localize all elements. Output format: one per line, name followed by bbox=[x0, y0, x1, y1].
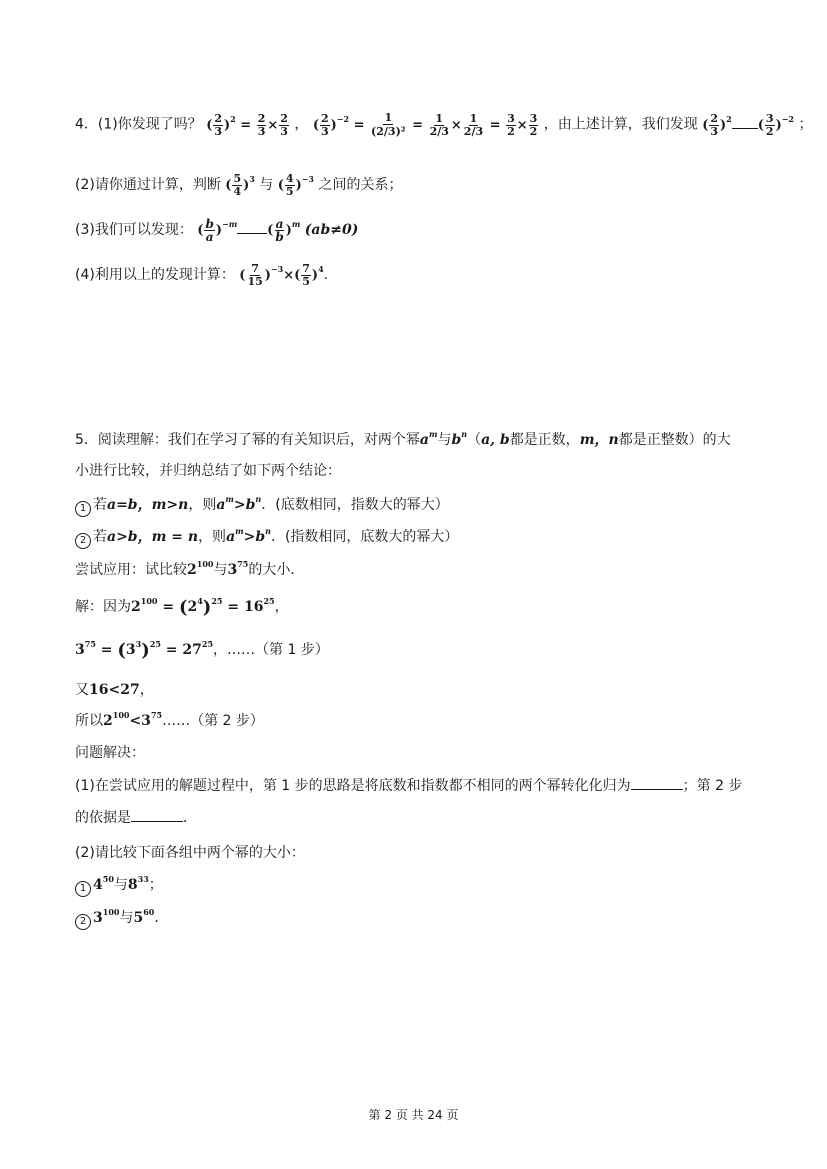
q5-so bbox=[75, 711, 264, 731]
math-expr: ( $\frac{2}{3}$ )$^2$ = $\frac{2}{3}$ × $\frac{2}{3}$ bbox=[206, 111, 288, 138]
math-expr: $3^{75} = (3^3)^{25} = 27^{25}$ bbox=[75, 639, 214, 661]
text: 又 bbox=[75, 682, 89, 698]
math-expr: $a^m$ bbox=[419, 429, 438, 448]
circled-number: 2 bbox=[75, 914, 91, 930]
q5-group-1 bbox=[75, 875, 163, 897]
q5-solution-1 bbox=[75, 597, 289, 618]
q4-sep: ， bbox=[294, 116, 309, 133]
text: 所以 bbox=[75, 713, 103, 729]
math-expr: $2^{100}<3^{75}$ bbox=[103, 710, 163, 729]
q4-line3-prefix: (3)我们可以发现： bbox=[75, 222, 193, 238]
q4-line3-cond: (ab≠0) bbox=[304, 222, 359, 238]
q5-solution-2 bbox=[75, 640, 329, 661]
math-expr: $2^{100}$ bbox=[187, 559, 214, 578]
math-expr: ( $\frac{4}{5}$ )$^{-3}$ bbox=[277, 172, 314, 198]
math-expr: ( $\frac{b}{a}$ )$^{-m}$ bbox=[197, 217, 238, 244]
math-expr: $5^{60}$ bbox=[133, 907, 155, 926]
text: 若 bbox=[93, 529, 107, 545]
q4-line-4 bbox=[75, 263, 328, 288]
text: ， bbox=[274, 599, 289, 615]
math-expr: a=b，m>n bbox=[107, 497, 189, 513]
q5-group-2 bbox=[75, 908, 168, 930]
q4-line-1 bbox=[75, 112, 812, 138]
q5-try bbox=[75, 560, 304, 580]
q5-intro-text: 都是正整数）的大 bbox=[618, 432, 731, 448]
math-expr: $8^{33}$ bbox=[127, 874, 149, 893]
text: ． bbox=[154, 910, 169, 926]
text: 的依据是 bbox=[75, 810, 131, 826]
math-expr: ( $\frac{2}{3}$ )$^{-2}$ = $\frac{1}{\text{(2/3)²}}$ = $\frac{1}{2/3}$ × $\frac{1}{2/3}$ = $\frac{3}{2}$ × $\frac{3}{2}$ bbox=[312, 111, 538, 138]
circled-number: 1 bbox=[75, 881, 91, 897]
math-expr: $a^m>b^n$ bbox=[226, 526, 271, 545]
math-expr: ( $\frac{5}{4}$ )$^3$ bbox=[225, 172, 255, 198]
text: ．(底数相同，指数大的幂大） bbox=[261, 497, 449, 513]
q4-line4-prefix: (4)利用以上的发现计算： bbox=[75, 267, 235, 283]
q5-problem: 问题解决： bbox=[75, 745, 145, 761]
text: 与 bbox=[113, 877, 128, 893]
q5-intro-text: 都是正数， bbox=[509, 432, 580, 448]
q4-line-3 bbox=[75, 218, 358, 243]
q4-line2-a: (2)请你通过计算，判断 bbox=[75, 177, 221, 193]
math-expr: a, b bbox=[481, 432, 510, 448]
text: 与 bbox=[119, 910, 134, 926]
text: ． bbox=[183, 810, 197, 826]
math-expr: $3^{100}$ bbox=[93, 907, 120, 926]
text: ；第 2 步 bbox=[682, 778, 743, 794]
q4-end: ； bbox=[798, 116, 813, 133]
math-expr: $4^{50}$ bbox=[93, 874, 114, 893]
q5-intro-text: 5．阅读理解：我们在学习了幂的有关知识后，对两个幂 bbox=[75, 432, 420, 448]
q4-line4-end: . bbox=[323, 267, 329, 283]
q5-intro-text: （ bbox=[467, 432, 482, 448]
text: 解：因为 bbox=[75, 599, 131, 615]
q5-conclusion-1 bbox=[75, 495, 449, 517]
math-expr: $2^{100} = (2^4)^{25} = 16^{25}$ bbox=[131, 596, 275, 618]
q4-line2-c: 之间的关系； bbox=[318, 177, 403, 193]
text: 与 bbox=[213, 562, 228, 578]
math-expr: ( $\frac{3}{2}$ )$^{-2}$ bbox=[757, 111, 794, 138]
answer-blank[interactable] bbox=[131, 809, 183, 822]
q4-line1-prefix: 4．(1)你发现了吗？ bbox=[75, 116, 202, 133]
math-expr: ( $\frac{a}{b}$ )$^m$ bbox=[267, 217, 301, 244]
answer-blank[interactable] bbox=[732, 116, 758, 129]
q5-intro-1 bbox=[75, 430, 731, 450]
text: ，则 bbox=[198, 529, 227, 545]
q4-line-2 bbox=[75, 173, 402, 198]
math-expr: ( $\frac{2}{3}$ )$^2$ bbox=[702, 111, 732, 138]
q5-intro-2: 小进行比较，并归纳总结了如下两个结论： bbox=[75, 463, 341, 479]
text: (1)在尝试应用的解题过程中，第 1 步的思路是将底数和指数都不相同的两个幂转化化归为 bbox=[75, 778, 631, 794]
q4-line2-b: 与 bbox=[259, 177, 274, 193]
math-expr: m，n bbox=[579, 432, 619, 448]
circled-number: 2 bbox=[75, 533, 91, 549]
circled-number: 1 bbox=[75, 501, 91, 517]
answer-blank[interactable] bbox=[237, 221, 267, 234]
answer-blank[interactable] bbox=[631, 777, 683, 790]
math-expr: $a^m>b^n$ bbox=[216, 494, 262, 513]
math-expr: $b^n$ bbox=[451, 429, 468, 448]
q5-part1-a bbox=[75, 776, 742, 796]
math-expr: 16<27 bbox=[89, 682, 140, 698]
q5-intro-text: 与 bbox=[437, 432, 452, 448]
q5-part1-b bbox=[75, 808, 197, 828]
math-expr: ( $\frac{7}{15}$ )$^{-3}$×( $\frac{7}{5}$ )$^4$ bbox=[239, 262, 324, 288]
text: 的大小． bbox=[248, 562, 305, 578]
text: ……（第 2 步） bbox=[162, 713, 264, 729]
q5-conclusion-2 bbox=[75, 527, 458, 549]
text: ．(指数相同，底数大的幂大） bbox=[270, 529, 459, 545]
page-footer: 第 2 页 共 24 页 bbox=[368, 1108, 459, 1122]
q5-again bbox=[75, 680, 154, 700]
text: ； bbox=[148, 877, 163, 893]
text: ，则 bbox=[188, 497, 217, 513]
math-expr: $3^{75}$ bbox=[227, 559, 249, 578]
q4-mid-text: ，由上述计算，我们发现 bbox=[543, 116, 698, 133]
q5-part2: (2)请比较下面各组中两个幂的大小： bbox=[75, 845, 305, 861]
text: ，……（第 1 步） bbox=[213, 642, 329, 658]
text: 若 bbox=[93, 497, 107, 513]
math-expr: a>b，m = n bbox=[107, 529, 199, 545]
text: 尝试应用：试比较 bbox=[75, 562, 187, 578]
text: ， bbox=[139, 682, 154, 698]
